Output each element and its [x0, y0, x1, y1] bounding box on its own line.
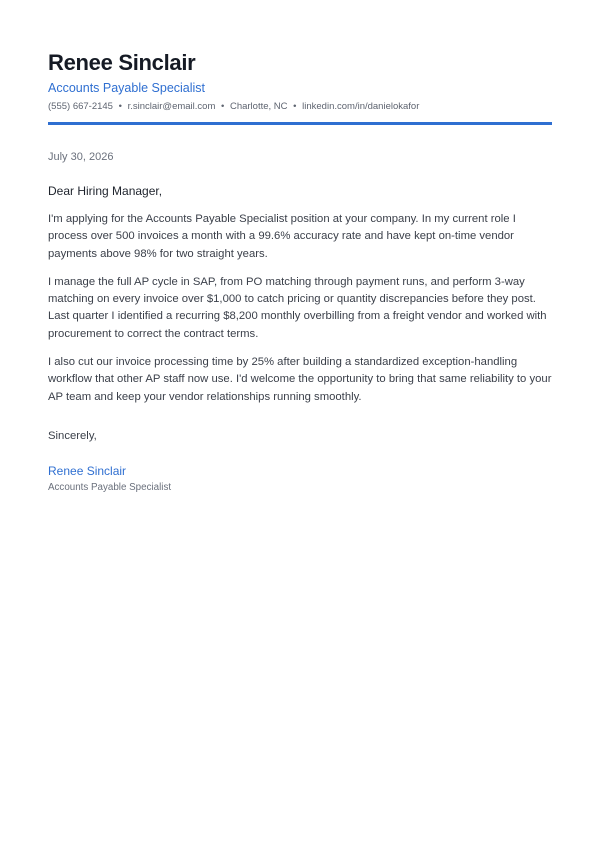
contact-phone: (555) 667-2145 [48, 101, 113, 112]
letter-paragraph: I also cut our invoice processing time by 25% after building a standardized exception-handling workflow that other AP staff now use. I'd welcome the opportunity to bring that same reliability to your AP team and keep your vendor relationships running smoothly. [48, 356, 552, 403]
contact-line [48, 100, 552, 114]
letter-greeting: Dear Hiring Manager, [48, 184, 163, 198]
contact-separator: • [221, 101, 225, 112]
letter-paragraph: I'm applying for the Accounts Payable Specialist position at your company. In my current role I process over 500 invoices a month with a 99.6% accuracy rate and have kept on-time vendor payments above 98% for two straight years. [48, 213, 516, 260]
letter-date: July 30, 2026 [48, 151, 114, 163]
applicant-role: Accounts Payable Specialist [48, 81, 206, 95]
letter-closing: Sincerely, [48, 429, 97, 442]
contact-separator: • [118, 101, 122, 112]
applicant-name: Renee Sinclair [48, 50, 196, 75]
contact-separator: • [293, 101, 297, 112]
contact-email: r.sinclair@email.com [127, 101, 216, 112]
signature-name: Renee Sinclair [48, 463, 127, 478]
header-divider [48, 122, 552, 125]
contact-website: linkedin.com/in/danielokafor [302, 101, 420, 112]
signature-title: Accounts Payable Specialist [48, 481, 172, 493]
contact-location: Charlotte, NC [229, 101, 288, 112]
letter-paragraph: I manage the full AP cycle in SAP, from PO matching through payment runs, and perform 3-way matching on every invoice over $1,000 to catch pricing or quantity discrepancies before they post. Last quarter I identified a recurring $8,200 monthly overbilling from a freight vendor and worked with procurement to correct the contract terms. [48, 275, 547, 340]
